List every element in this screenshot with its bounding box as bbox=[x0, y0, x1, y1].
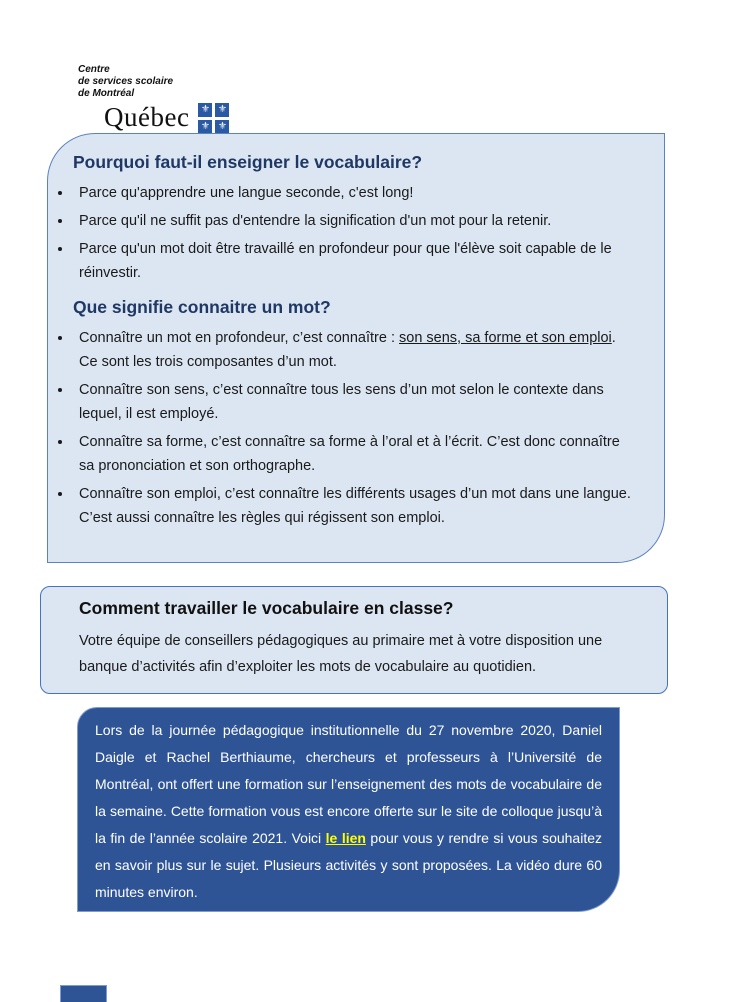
fleur-de-lis-icon: ⚜ bbox=[198, 103, 212, 117]
fleur-de-lis-icon: ⚜ bbox=[198, 120, 212, 134]
heading-que-signifie: Que signifie connaitre un mot? bbox=[73, 297, 331, 317]
bullet-list-pourquoi bbox=[73, 181, 638, 285]
logo-org-line3: de Montréal bbox=[78, 88, 135, 99]
panel-comment-travailler bbox=[40, 586, 668, 694]
paragraph-formation: Lors de la journée pédagogique institutionnelle du 27 novembre 2020, Daniel Daigle et Rachel Berthiaume, chercheurs et professeurs à l’Université de Montréal, ont offert une formation sur l’enseignement des mots de vocabulaire de la semaine. Cette formation vous est encore offerte sur le site de colloque jusqu’à la fin de l’année scolaire 2021. Voici le lien pour vous y rendre si vous souhaitez en savoir plus sur le sujet. Plusieurs activités y sont proposées. La vidéo dure 60 minutes environ. bbox=[95, 722, 603, 900]
bullet-item: • Connaître sa forme, c’est connaître sa forme à l’oral et à l’écrit. C’est donc connaître sa prononciation et son orthographe. bbox=[73, 430, 638, 478]
quebec-flag-icons bbox=[198, 103, 229, 134]
next-section-box-fragment bbox=[60, 985, 107, 1002]
csdm-quebec-logo bbox=[78, 64, 229, 134]
logo-org-line1: Centre bbox=[78, 64, 110, 75]
le-lien-link[interactable]: le lien bbox=[325, 830, 366, 846]
quebec-wordmark: Québec bbox=[104, 102, 190, 132]
fleur-de-lis-icon: ⚜ bbox=[215, 103, 229, 117]
bullet-item: • Connaître son sens, c’est connaître tous les sens d’un mot selon le contexte dans lequel, il est employé. bbox=[73, 378, 638, 426]
logo-org-line2: de services scolaire bbox=[78, 76, 174, 87]
fleur-de-lis-icon: ⚜ bbox=[215, 120, 229, 134]
bullet-item: • Connaître un mot en profondeur, c’est connaître : son sens, sa forme et son emploi. Ce sont les trois composantes d’un mot. bbox=[73, 326, 638, 374]
heading-pourquoi: Pourquoi faut-il enseigner le vocabulaire? bbox=[73, 152, 423, 172]
bullet-item: • Parce qu'il ne suffit pas d'entendre la signification d'un mot pour la retenir. bbox=[73, 209, 638, 233]
bullet-item: • Parce qu'un mot doit être travaillé en profondeur pour que l'élève soit capable de le réinvestir. bbox=[73, 237, 638, 285]
bullet-list-connaitre bbox=[73, 326, 638, 530]
heading-comment: Comment travailler le vocabulaire en classe? bbox=[79, 598, 454, 618]
panel-formation-info bbox=[77, 707, 620, 912]
paragraph-equipe: Votre équipe de conseillers pédagogiques au primaire met à votre disposition une banque d’activités afin d’exploiter les mots de vocabulaire au quotidien. bbox=[79, 633, 603, 675]
bullet-item: • Parce qu'apprendre une langue seconde, c'est long! bbox=[73, 181, 638, 205]
panel-why-teach-vocabulary bbox=[47, 133, 665, 563]
bullet-item: • Connaître son emploi, c’est connaître les différents usages d’un mot dans une langue. C’est aussi connaître les règles qui régissent son emploi. bbox=[73, 482, 638, 530]
